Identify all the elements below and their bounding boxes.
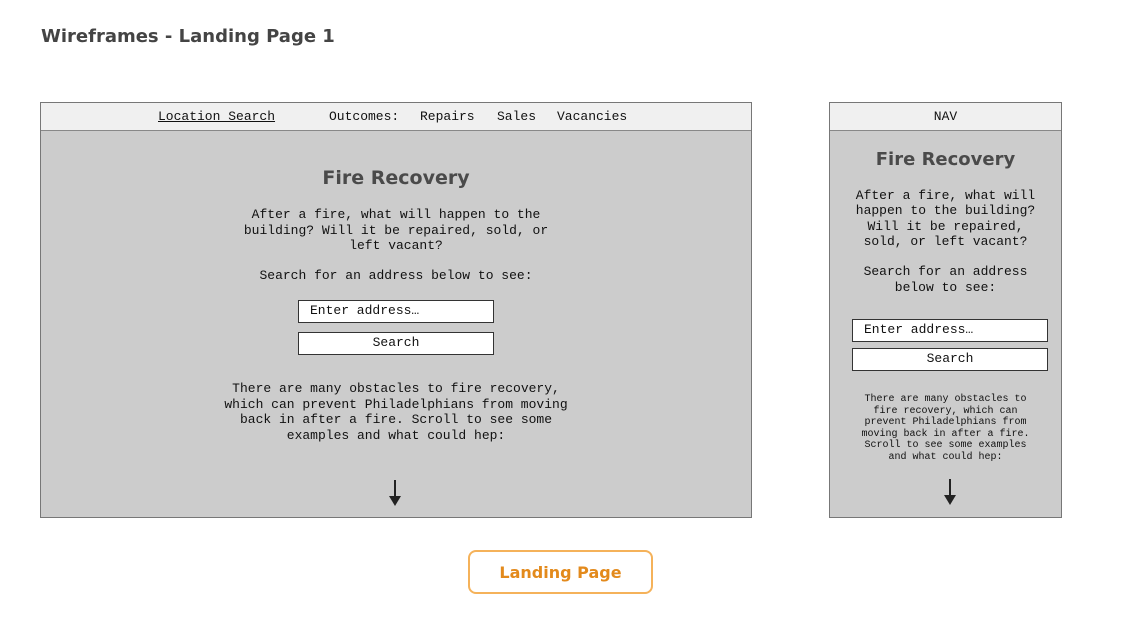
mobile-intro-line: Will it be repaired, xyxy=(867,218,1024,234)
mobile-address-input[interactable]: Enter address… xyxy=(852,319,1048,342)
mobile-intro-text xyxy=(830,188,1061,249)
mobile-search-prompt-line: below to see: xyxy=(894,279,997,295)
desktop-intro-line: left vacant? xyxy=(349,238,443,253)
desktop-wireframe xyxy=(40,102,752,518)
desktop-nav-bar xyxy=(41,103,751,131)
desktop-search-prompt: Search for an address below to see: xyxy=(259,268,533,283)
desktop-intro-text xyxy=(41,207,751,254)
mobile-body-line: fire recovery, which can xyxy=(873,405,1018,417)
mobile-search-button[interactable]: Search xyxy=(852,348,1048,371)
mobile-body-line: moving back in after a fire. xyxy=(861,428,1030,440)
desktop-intro-line: After a fire, what will happen to the xyxy=(251,207,541,222)
nav-repairs-link[interactable]: Repairs xyxy=(420,109,475,124)
desktop-heading: Fire Recovery xyxy=(322,167,470,189)
nav-location-search-link[interactable]: Location Search xyxy=(158,109,276,124)
desktop-search-button[interactable]: Search xyxy=(298,332,494,355)
mobile-intro-line: happen to the building? xyxy=(855,203,1036,219)
mobile-search-prompt xyxy=(830,264,1061,295)
mobile-search-prompt-line: Search for an address xyxy=(863,264,1028,279)
landing-page-badge: Landing Page xyxy=(468,550,653,594)
desktop-body-text xyxy=(41,381,751,443)
desktop-body-line: examples and what could hep: xyxy=(286,427,506,443)
desktop-address-input[interactable]: Enter address… xyxy=(298,300,494,323)
mobile-intro-line: After a fire, what will xyxy=(855,188,1036,203)
nav-sales-link[interactable]: Sales xyxy=(497,109,537,124)
nav-outcomes-label: Outcomes: xyxy=(329,109,400,124)
mobile-nav-bar xyxy=(830,103,1061,131)
mobile-body-line: There are many obstacles to xyxy=(864,394,1027,405)
nav-vacancies-link[interactable]: Vacancies xyxy=(557,109,628,124)
mobile-wireframe xyxy=(829,102,1062,518)
mobile-body-line: Scroll to see some examples xyxy=(864,440,1027,451)
desktop-body-line: which can prevent Philadelphians from moving xyxy=(224,396,568,412)
desktop-body-line: There are many obstacles to fire recovery, xyxy=(232,381,560,396)
mobile-heading: Fire Recovery xyxy=(875,149,1016,170)
desktop-intro-line: building? Will it be repaired, sold, or xyxy=(243,222,549,238)
page-title: Wireframes - Landing Page 1 xyxy=(41,26,335,47)
scroll-down-arrow-icon[interactable] xyxy=(388,479,402,507)
mobile-scroll-down-arrow-icon[interactable] xyxy=(943,478,957,506)
mobile-body-line: and what could hep: xyxy=(888,451,1003,463)
desktop-body-line: back in after a fire. Scroll to see some xyxy=(239,412,553,427)
mobile-body-line: prevent Philadelphians from xyxy=(864,417,1027,428)
mobile-intro-line: sold, or left vacant? xyxy=(863,233,1028,249)
mobile-nav-label[interactable]: NAV xyxy=(933,109,958,124)
mobile-body-text xyxy=(830,394,1061,463)
